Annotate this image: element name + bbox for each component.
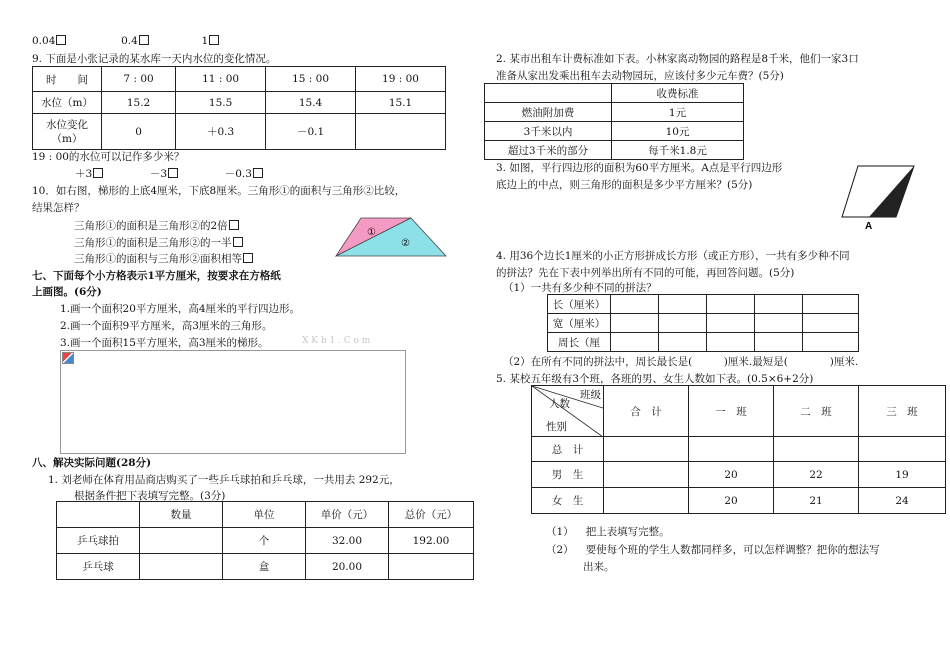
class-students-table <box>531 385 946 514</box>
cell: 周长（厘 <box>548 333 611 352</box>
cell <box>485 84 612 103</box>
answer-cell[interactable] <box>803 333 859 352</box>
answer-cell[interactable] <box>803 295 859 314</box>
cell: 20 <box>689 488 774 514</box>
cell: 0 <box>102 114 176 150</box>
cell: 每千米1.8元 <box>612 141 744 160</box>
q10-option-2: 三角形①的面积是三角形②的一半 <box>74 235 243 250</box>
cell: 总 计 <box>532 437 604 462</box>
top-options <box>32 35 219 47</box>
checkbox[interactable] <box>93 168 103 178</box>
answer-cell[interactable] <box>755 314 803 333</box>
cell: 1元 <box>612 103 744 122</box>
cell: 燃油附加费 <box>485 103 612 122</box>
cell: 水位变化 （m） <box>33 114 102 150</box>
parallelogram-figure <box>840 163 920 231</box>
corner-label-gender: 性别 <box>546 421 567 433</box>
cell: 男 生 <box>532 462 604 488</box>
cell: 15.4 <box>266 92 356 114</box>
q2-line2: 准备从家出发乘出租车去动物园玩，应该付多少元车费？(5分) <box>496 70 784 82</box>
cell: 数量 <box>140 502 223 528</box>
checkbox[interactable] <box>168 168 178 178</box>
answer-cell[interactable] <box>604 437 689 462</box>
cell: 乒乓球 <box>57 554 140 580</box>
q3-line2: 底边上的中点，则三角形的面积是多少平方厘米？(5分) <box>496 179 753 191</box>
answer-cell[interactable] <box>689 437 774 462</box>
cell: 三 班 <box>859 386 946 437</box>
watermark: X K b 1 . C o m <box>302 336 371 346</box>
cell: 收费标准 <box>612 84 744 103</box>
cell <box>57 502 140 528</box>
cell: 20 <box>689 462 774 488</box>
answer-cell[interactable] <box>611 314 659 333</box>
answer-cell[interactable] <box>389 554 474 580</box>
checkbox[interactable] <box>253 168 263 178</box>
q10-line1: 10．如右图，梯形的上底4厘米，下底8厘米。三角形①的面积与三角形②比较， <box>32 185 406 197</box>
broken-image-icon <box>62 352 74 364</box>
corner-label-class: 班级 <box>580 389 601 401</box>
cell: 盒 <box>223 554 306 580</box>
cell: －0.1 <box>266 114 356 150</box>
answer-cell[interactable] <box>755 333 803 352</box>
answer-cell[interactable] <box>859 437 946 462</box>
q9-text: 9. 下面是小张记录的某水库一天内水位的变化情况。 <box>32 53 277 65</box>
checkbox[interactable] <box>139 35 149 45</box>
q5-item-1: （1） 把上表填写完整。 <box>546 526 670 538</box>
q2-line1: 2. 某市出租车计费标准如下表。小林家离动物园的路程是8千米，他们一家3口 <box>496 53 859 65</box>
cell: 一 班 <box>689 386 774 437</box>
cell: 10元 <box>612 122 744 141</box>
cell: 长（厘米） <box>548 295 611 314</box>
point-a-label: A <box>865 221 873 231</box>
cell: 二 班 <box>774 386 859 437</box>
cell: 宽（厘米） <box>548 314 611 333</box>
answer-cell[interactable] <box>707 333 755 352</box>
cell: 22 <box>774 462 859 488</box>
triangle-2-label: ② <box>401 238 410 249</box>
answer-cell[interactable] <box>140 528 223 554</box>
checkbox[interactable] <box>56 35 66 45</box>
sec7-item-1: 1.画一个面积20平方厘米，高4厘米的平行四边形。 <box>60 303 301 315</box>
cell <box>356 114 446 150</box>
answer-cell[interactable] <box>707 314 755 333</box>
q4-sub2: （2）在所有不同的拼法中，周长最长是( )厘米.最短是( )厘米. <box>503 356 859 368</box>
trapezoid-figure <box>333 215 453 260</box>
q9-ask: 19 : 00的水位可以记作多少米？ <box>32 151 185 163</box>
sec7-item-2: 2.画一个面积9平方厘米，高3厘米的三角形。 <box>60 320 273 332</box>
water-level-table <box>32 66 446 150</box>
rectangle-table <box>547 294 859 352</box>
cell: 15 : 00 <box>266 67 356 92</box>
cell: 19 : 00 <box>356 67 446 92</box>
cell: 合 计 <box>604 386 689 437</box>
section-8-title: 八、解决实际问题(28分) <box>32 457 152 469</box>
checkbox[interactable] <box>243 253 253 263</box>
taxi-fare-table <box>484 83 744 160</box>
cell: ＋0.3 <box>176 114 266 150</box>
q4-line1: 4. 用36个边长1厘米的小正方形拼成长方形（或正方形），一共有多少种不同 <box>496 250 850 262</box>
cell: 15.1 <box>356 92 446 114</box>
option-0-04: 0.04 <box>32 35 66 47</box>
cell: 32.00 <box>306 528 389 554</box>
cell: 个 <box>223 528 306 554</box>
q4-sub1: （1）一共有多少种不同的拼法？ <box>503 282 657 294</box>
cell: 24 <box>859 488 946 514</box>
q1-line2: 根据条件把下表填写完整。(3分) <box>74 490 226 502</box>
cell: 7 : 00 <box>102 67 176 92</box>
cell: 19 <box>859 462 946 488</box>
answer-cell[interactable] <box>604 488 689 514</box>
answer-cell[interactable] <box>659 333 707 352</box>
cell: 15.2 <box>102 92 176 114</box>
answer-cell[interactable] <box>803 314 859 333</box>
answer-cell[interactable] <box>774 437 859 462</box>
q5-line1: 5. 某校五年级有3个班，各班的男、女生人数如下表。(0.5×6+2分) <box>496 373 814 385</box>
answer-cell[interactable] <box>611 333 659 352</box>
q10-line2: 结果怎样？ <box>32 202 85 214</box>
cell: 女 生 <box>532 488 604 514</box>
cell: 单价（元） <box>306 502 389 528</box>
section-7-line2: 上画图。(6分) <box>32 286 102 298</box>
cell: 20.00 <box>306 554 389 580</box>
option-1: 1 <box>201 35 219 47</box>
cell: 192.00 <box>389 528 474 554</box>
option-0-4: 0.4 <box>121 35 149 47</box>
diagonal-header-cell <box>532 386 604 437</box>
q5-item-2-cont: 出来。 <box>583 561 615 573</box>
answer-cell[interactable] <box>755 295 803 314</box>
answer-cell[interactable] <box>604 462 689 488</box>
cell: 乒乓球拍 <box>57 528 140 554</box>
cell: 15.5 <box>176 92 266 114</box>
cell: 总价（元） <box>389 502 474 528</box>
q10-option-1: 三角形①的面积是三角形②的2倍 <box>74 218 239 233</box>
answer-cell[interactable] <box>707 295 755 314</box>
answer-cell[interactable] <box>140 554 223 580</box>
q9-options: ＋3 －3 －0.3 <box>75 166 263 181</box>
answer-cell[interactable] <box>659 314 707 333</box>
section-7-line1: 七、下面每个小方格表示1平方厘米，按要求在方格纸 <box>32 270 281 282</box>
ping-pong-table <box>56 501 474 580</box>
cell: 超过3千米的部分 <box>485 141 612 160</box>
cell: 11 : 00 <box>176 67 266 92</box>
answer-cell[interactable] <box>611 295 659 314</box>
q3-line1: 3. 如图，平行四边形的面积为60平方厘米。A点是平行四边形 <box>496 162 783 174</box>
cell: 时 间 <box>33 67 102 92</box>
cell: 3千米以内 <box>485 122 612 141</box>
triangle-1-label: ① <box>367 227 376 238</box>
cell: 21 <box>774 488 859 514</box>
checkbox[interactable] <box>229 220 239 230</box>
corner-label-count: 人数 <box>549 398 570 410</box>
sec7-item-3: 3.画一个面积15平方厘米，高3厘米的梯形。 <box>60 337 269 349</box>
answer-cell[interactable] <box>659 295 707 314</box>
q5-item-2: （2） 要使每个班的学生人数都同样多，可以怎样调整？把你的想法写 <box>546 544 880 556</box>
cell: 单位 <box>223 502 306 528</box>
q10-option-3: 三角形①的面积与三角形②面积相等 <box>74 251 253 266</box>
checkbox[interactable] <box>209 35 219 45</box>
cell: 水位（m） <box>33 92 102 114</box>
checkbox[interactable] <box>233 237 243 247</box>
q1-line1: 1. 刘老师在体育用品商店购买了一些乒乓球拍和乒乓球，一共用去 292元， <box>48 474 400 486</box>
grid-paper-placeholder[interactable] <box>60 350 406 454</box>
q4-line2: 的拼法？先在下表中列举出所有不同的可能，再回答问题。(5分) <box>496 267 795 279</box>
